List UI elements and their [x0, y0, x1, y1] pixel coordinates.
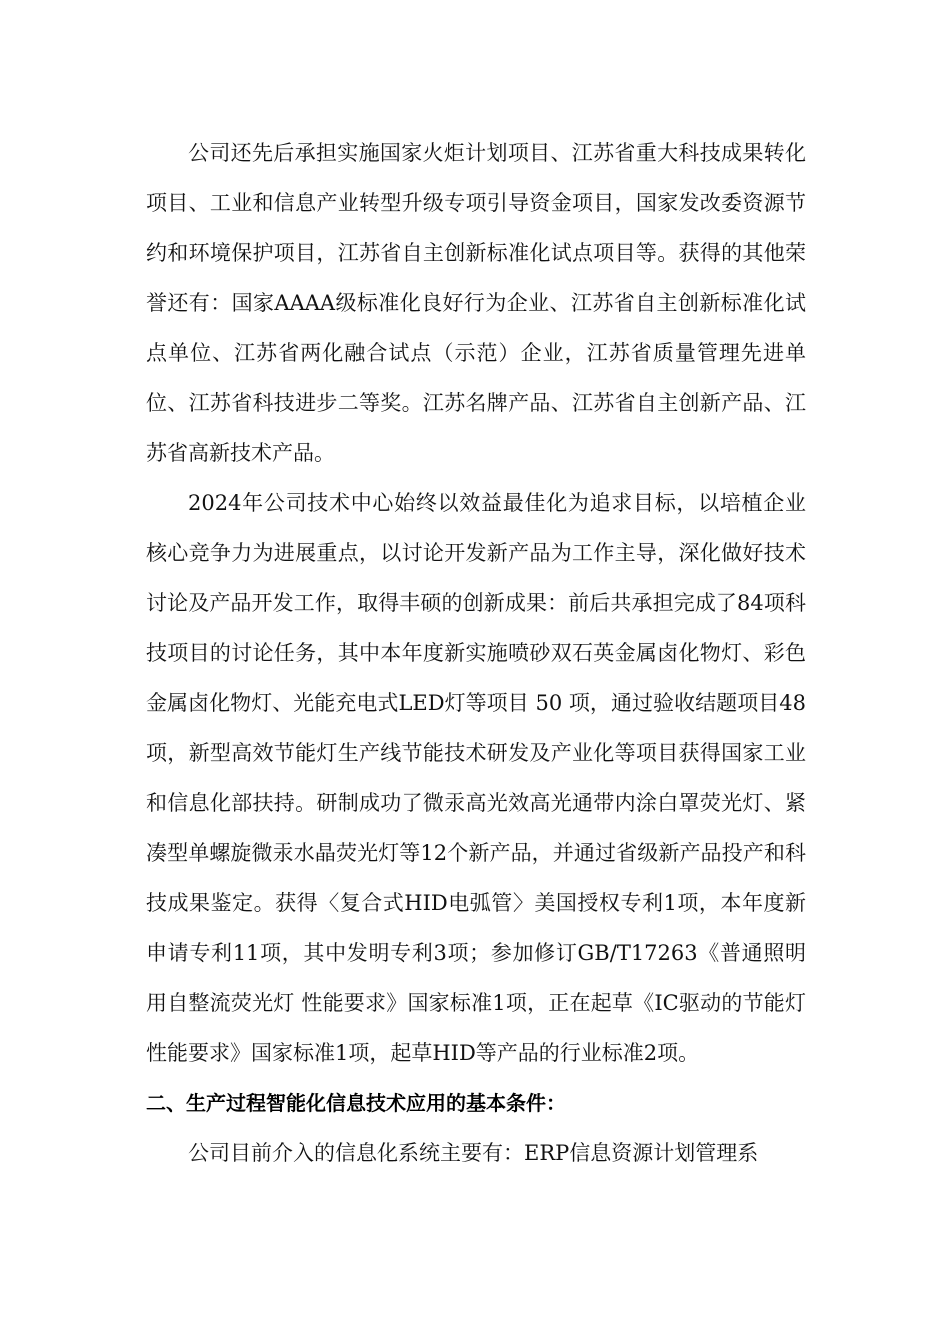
paragraph-tech-center-2024: 2024年公司技术中心始终以效益最佳化为追求目标，以培植企业核心竞争力为进展重点，以讨论开发新产品为工作主导，深化做好技术讨论及产品开发工作，取得丰硕的创新成果：前后共承担完成了84项科技项目的讨论任务，其中本年度新实施喷砂双石英金属卤化物灯、彩色金属卤化物灯、光能充电式LED灯等项目 50 项，通过验收结题项目48项，新型高效节能灯生产线节能技术研发及产业化等项目获得国家工业和信息化部扶持。研制成功了微汞高光效高光通带内涂白罩荧光灯、紧凑型单螺旋微汞水晶荧光灯等12个新产品，并通过省级新产品投产和科技成果鉴定。获得〈复合式HID电弧管〉美国授权专利1项，本年度新申请专利11项，其中发明专利3项；参加修订GB/T17263《普通照明用自整流荧光灯 性能要求》国家标准1项，正在起草《IC驱动的节能灯 性能要求》国家标准1项，起草HID等产品的行业标准2项。 [146, 491, 806, 1065]
paragraph-honors: 公司还先后承担实施国家火炬计划项目、江苏省重大科技成果转化项目、工业和信息产业转型升级专项引导资金项目，国家发改委资源节约和环境保护项目，江苏省自主创新标准化试点项目等。获得的其他荣誉还有：国家AAAA级标准化良好行为企业、江苏省自主创新标准化试点单位、江苏省两化融合试点（示范）企业，江苏省质量管理先进单位、江苏省科技进步二等奖。江苏名牌产品、江苏省自主创新产品、江苏省高新技术产品。 [146, 141, 806, 465]
section-heading: 二、生产过程智能化信息技术应用的基本条件： [146, 1091, 566, 1115]
paragraph-information-systems: 公司目前介入的信息化系统主要有：ERP信息资源计划管理系 [188, 1141, 759, 1165]
document-body [146, 128, 806, 1178]
